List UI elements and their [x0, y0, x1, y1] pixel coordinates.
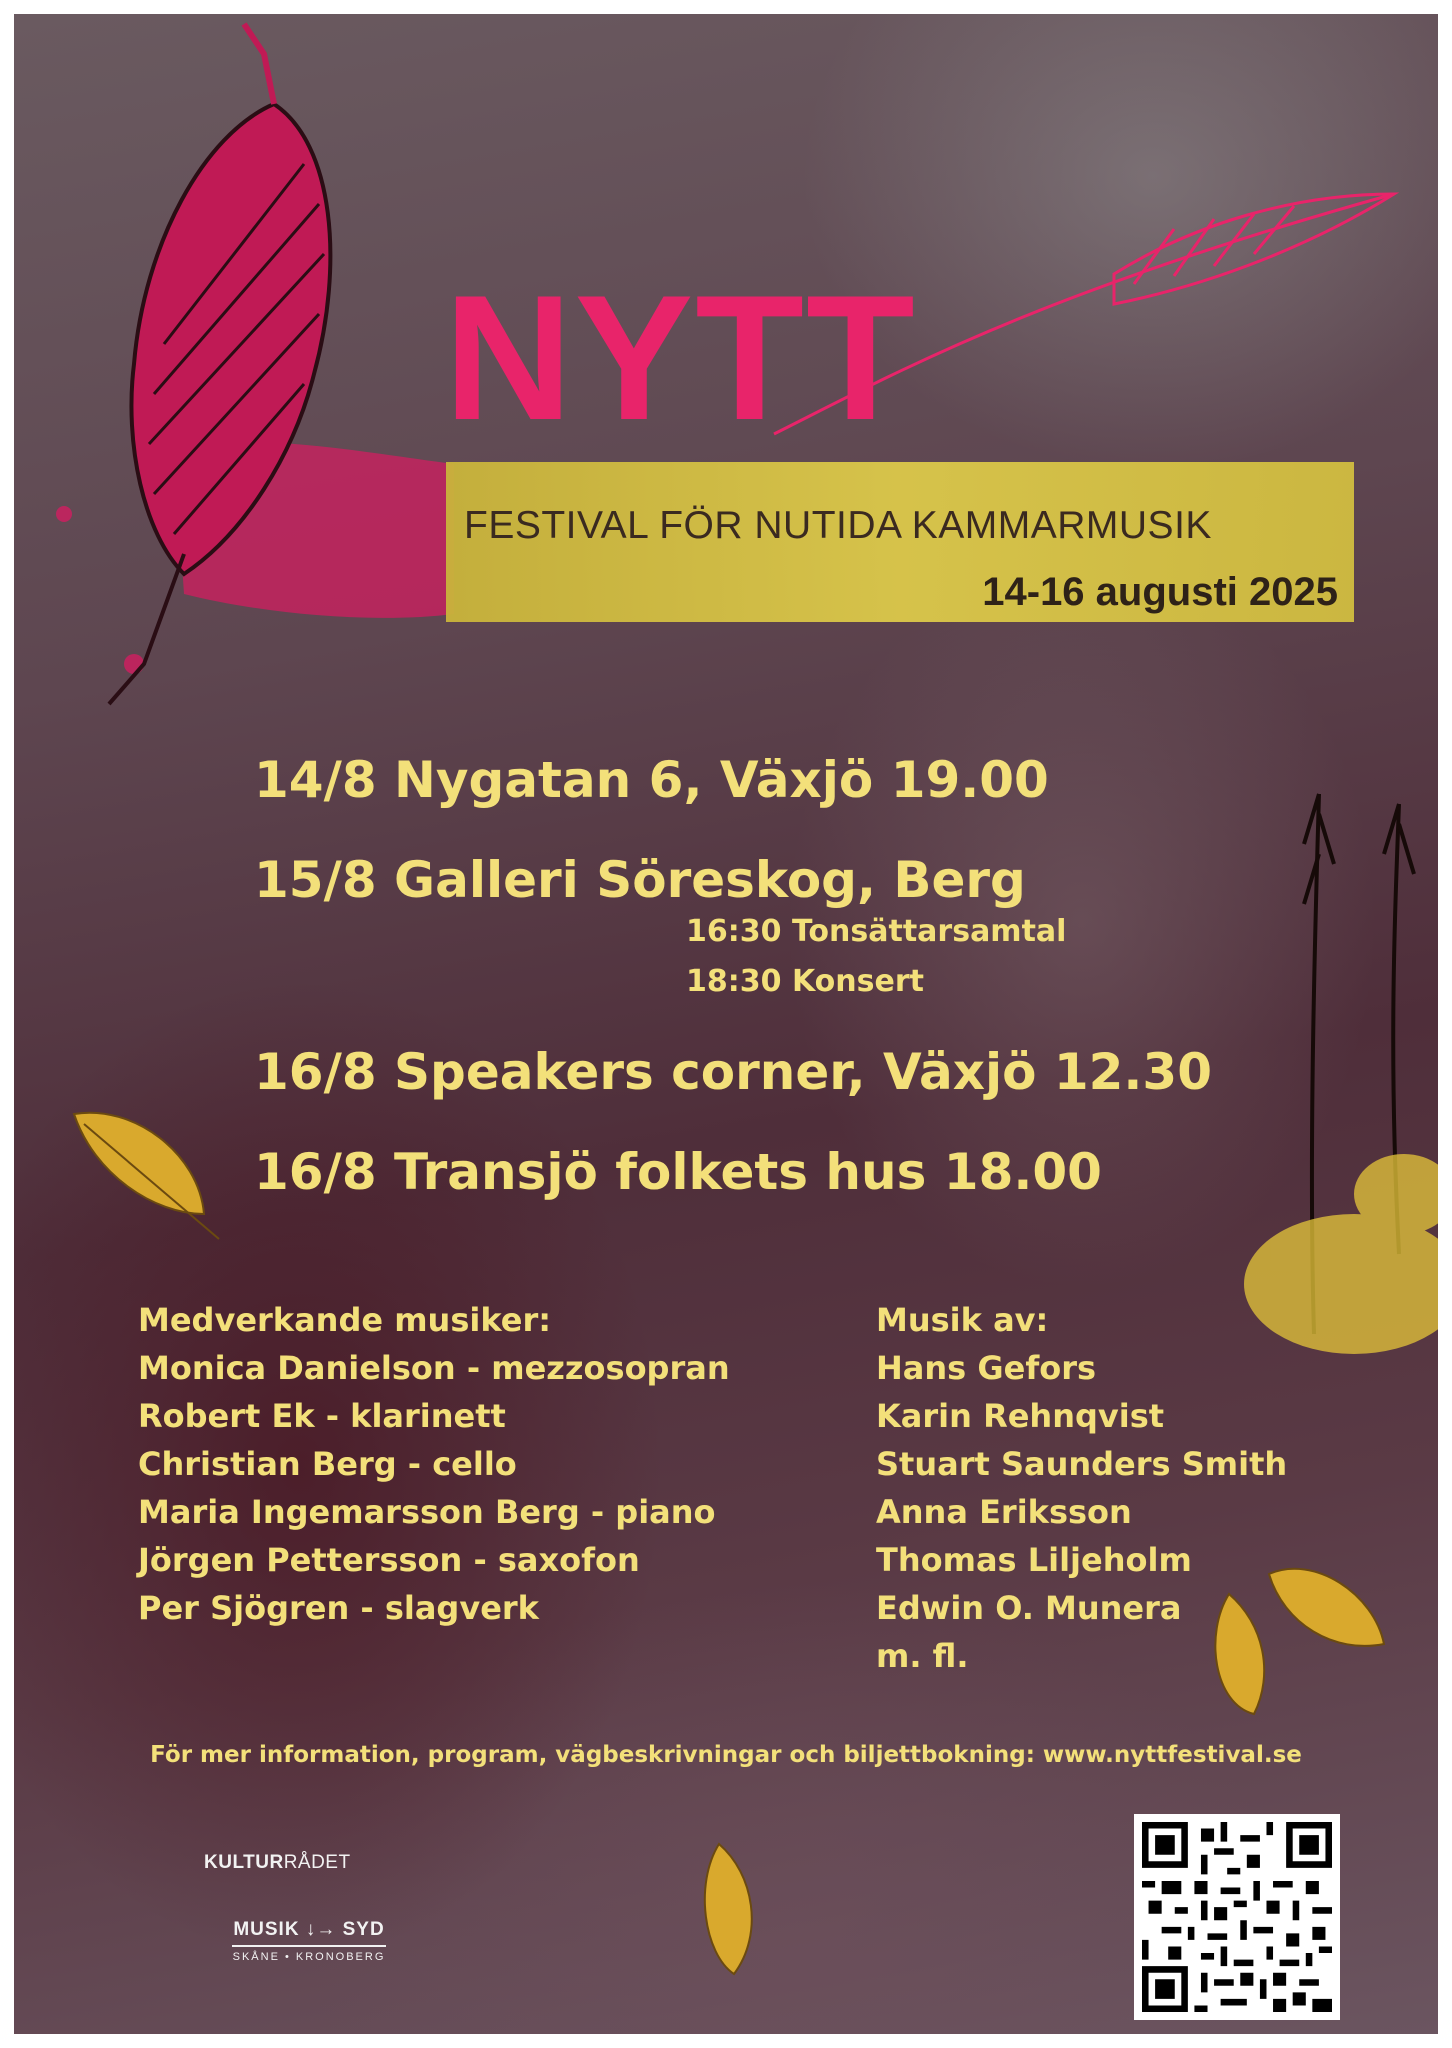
musik-i-syd-logo-top: [226, 1919, 392, 1941]
list-item: Christian Berg - cello: [138, 1445, 517, 1483]
info-line: För mer information, program, vägbeskrivningar och biljettbokning: www.nyttfestival.se: [150, 1742, 1302, 1768]
event-1: 14/8 Nygatan 6, Växjö 19.00: [254, 751, 1049, 809]
list-item: Robert Ek - klarinett: [138, 1397, 506, 1435]
kulturradet-logo: [204, 1852, 351, 1874]
list-item: Thomas Liljeholm: [876, 1541, 1192, 1579]
list-item: Maria Ingemarsson Berg - piano: [138, 1493, 716, 1531]
festival-title: NYTT: [444, 258, 917, 457]
list-item: Per Sjögren - slagverk: [138, 1589, 539, 1627]
composers-heading: Musik av:: [876, 1301, 1049, 1339]
event-2-sub-2: 18:30 Konsert: [686, 964, 924, 999]
list-item: Hans Gefors: [876, 1349, 1097, 1387]
list-item: Stuart Saunders Smith: [876, 1445, 1288, 1483]
golden-leaf-bottom: [705, 1844, 752, 1974]
festival-dates: 14-16 augusti 2025: [982, 570, 1338, 614]
list-item: Monica Danielson - mezzosopran: [138, 1349, 730, 1387]
logo-divider: [232, 1945, 386, 1947]
qr-code[interactable]: [1134, 1814, 1340, 2020]
golden-leaf-left: [74, 1113, 219, 1239]
kulturradet-logo-rest: RÅDET: [283, 1852, 351, 1873]
musicians-heading: Medverkande musiker:: [138, 1301, 552, 1339]
event-2: 15/8 Galleri Söreskog, Berg: [254, 851, 1026, 909]
event-4: 16/8 Transjö folkets hus 18.00: [254, 1143, 1102, 1201]
qr-code-icon: [1142, 1822, 1332, 2012]
musik-i-syd-logo: [226, 1919, 392, 1977]
poster: [14, 14, 1438, 2034]
musicians-list: [138, 1296, 730, 1632]
composers-list: [876, 1296, 1287, 1680]
event-3: 16/8 Speakers corner, Växjö 12.30: [254, 1043, 1213, 1101]
list-item: Karin Rehnqvist: [876, 1397, 1165, 1435]
list-item: Jörgen Pettersson - saxofon: [138, 1541, 640, 1579]
list-item: Edwin O. Munera: [876, 1589, 1182, 1627]
logo-mark-icon: ↓→: [305, 1919, 337, 1940]
festival-subtitle: FESTIVAL FÖR NUTIDA KAMMARMUSIK: [464, 504, 1212, 547]
event-2-sub-1: 16:30 Tonsättarsamtal: [686, 914, 1067, 949]
kulturradet-logo-bold: KULTUR: [204, 1852, 284, 1873]
list-item: m. fl.: [876, 1637, 969, 1675]
logo-word-syd: SYD: [342, 1919, 385, 1940]
list-item: Anna Eriksson: [876, 1493, 1132, 1531]
musik-i-syd-logo-bottom: SKÅNE • KRONOBERG: [232, 1951, 386, 1963]
logo-word-musik: MUSIK: [233, 1919, 300, 1940]
